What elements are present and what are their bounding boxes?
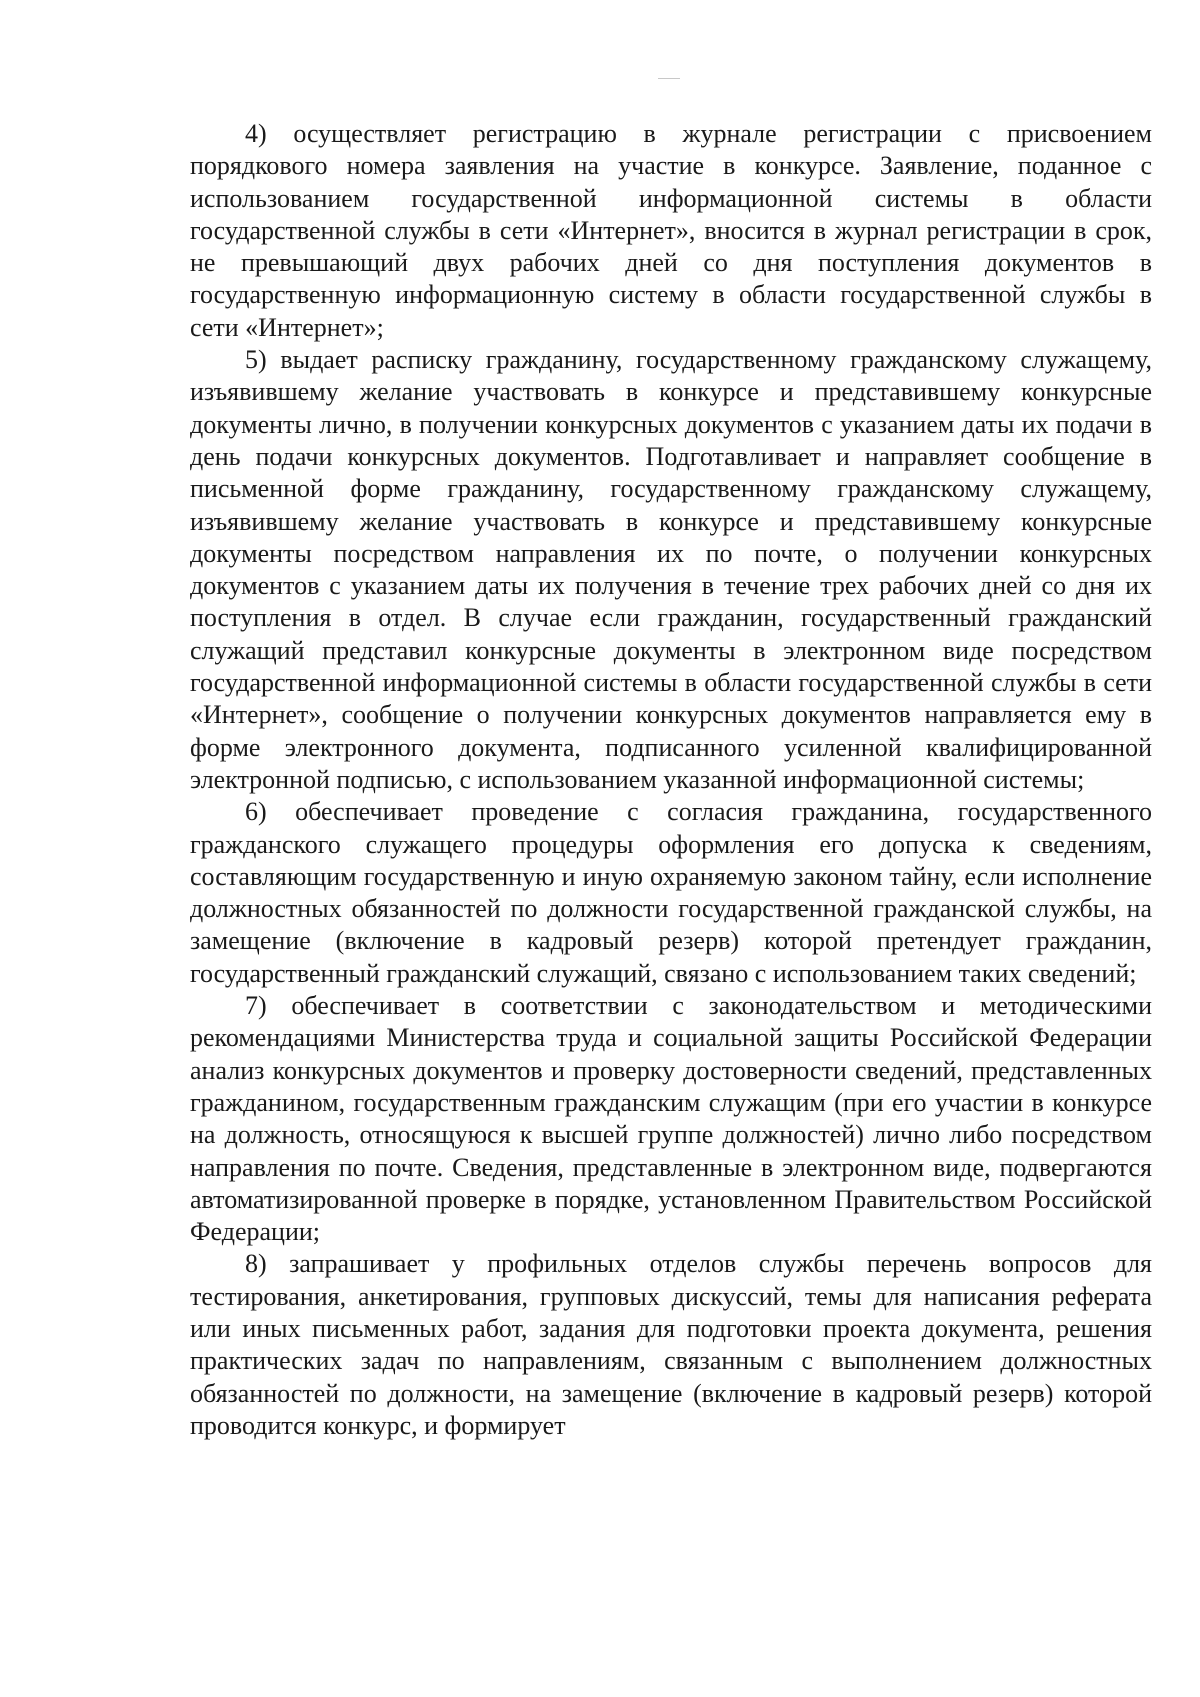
paragraph-item-5: 5) выдает расписку гражданину, государственному гражданскому служащему, изъявившему желание участвовать в конкурсе и представившему конкурсные документы лично, в получении конкурсных документов с указанием даты их подачи в день подачи конкурсных документов. Подготавливает и направляет сообщение в письменной форме гражданину, государственному гражданскому служащему, изъявившему желание участвовать в конкурсе и представившему конкурсные документы посредством направления их по почте, о получении конкурсных документов с указанием даты их получения в течение трех рабочих дней со дня их поступления в отдел. В случае если гражданин, государственный гражданский служащий представил конкурсные документы в электронном виде посредством государственной информационной системы в области государственной службы в сети «Интернет», сообщение о получении конкурсных документов направляется ему в форме электронного документа, подписанного усиленной квалифицированной электронной подписью, с использованием указанной информационной системы;: [190, 345, 1152, 794]
paragraph-item-7: 7) обеспечивает в соответствии с законодательством и методическими рекомендациями Министерства труда и социальной защиты Российской Федерации анализ конкурсных документов и проверку достоверности сведений, представленных гражданином, государственным гражданским служащим (при его участии в конкурсе на должность, относящуюся к высшей группе должностей) лично либо посредством направления по почте. Сведения, представленные в электронном виде, подвергаются автоматизированной проверке в порядке, установленном Правительством Российской Федерации;: [190, 991, 1152, 1247]
paragraph-item-4: 4) осуществляет регистрацию в журнале регистрации с присвоением порядкового номера заявления на участие в конкурсе. Заявление, поданное с использованием государственной информационной системы в области государственной службы в сети «Интернет», вносится в журнал регистрации в срок, не превышающий двух рабочих дней со дня поступления документов в государственную информационную систему в области государственной службы в сети «Интернет»;: [190, 119, 1152, 342]
scan-mark: [658, 78, 680, 79]
paragraph-item-8: 8) запрашивает у профильных отделов службы перечень вопросов для тестирования, анкетирования, групповых дискуссий, темы для написания реферата или иных письменных работ, задания для подготовки проекта документа, решения практических задач по направлениям, связанным с выполнением должностных обязанностей по должности, на замещение (включение в кадровый резерв) которой проводится конкурс, и формирует: [190, 1249, 1152, 1440]
document-body: [190, 118, 1152, 1442]
paragraph-item-6: 6) обеспечивает проведение с согласия гражданина, государственного гражданского служащего процедуры оформления его допуска к сведениям, составляющим государственную и иную охраняемую законом тайну, если исполнение должностных обязанностей по должности государственной гражданской службы, на замещение (включение в кадровый резерв) которой претендует гражданин, государственный гражданский служащий, связано с использованием таких сведений;: [190, 797, 1152, 988]
